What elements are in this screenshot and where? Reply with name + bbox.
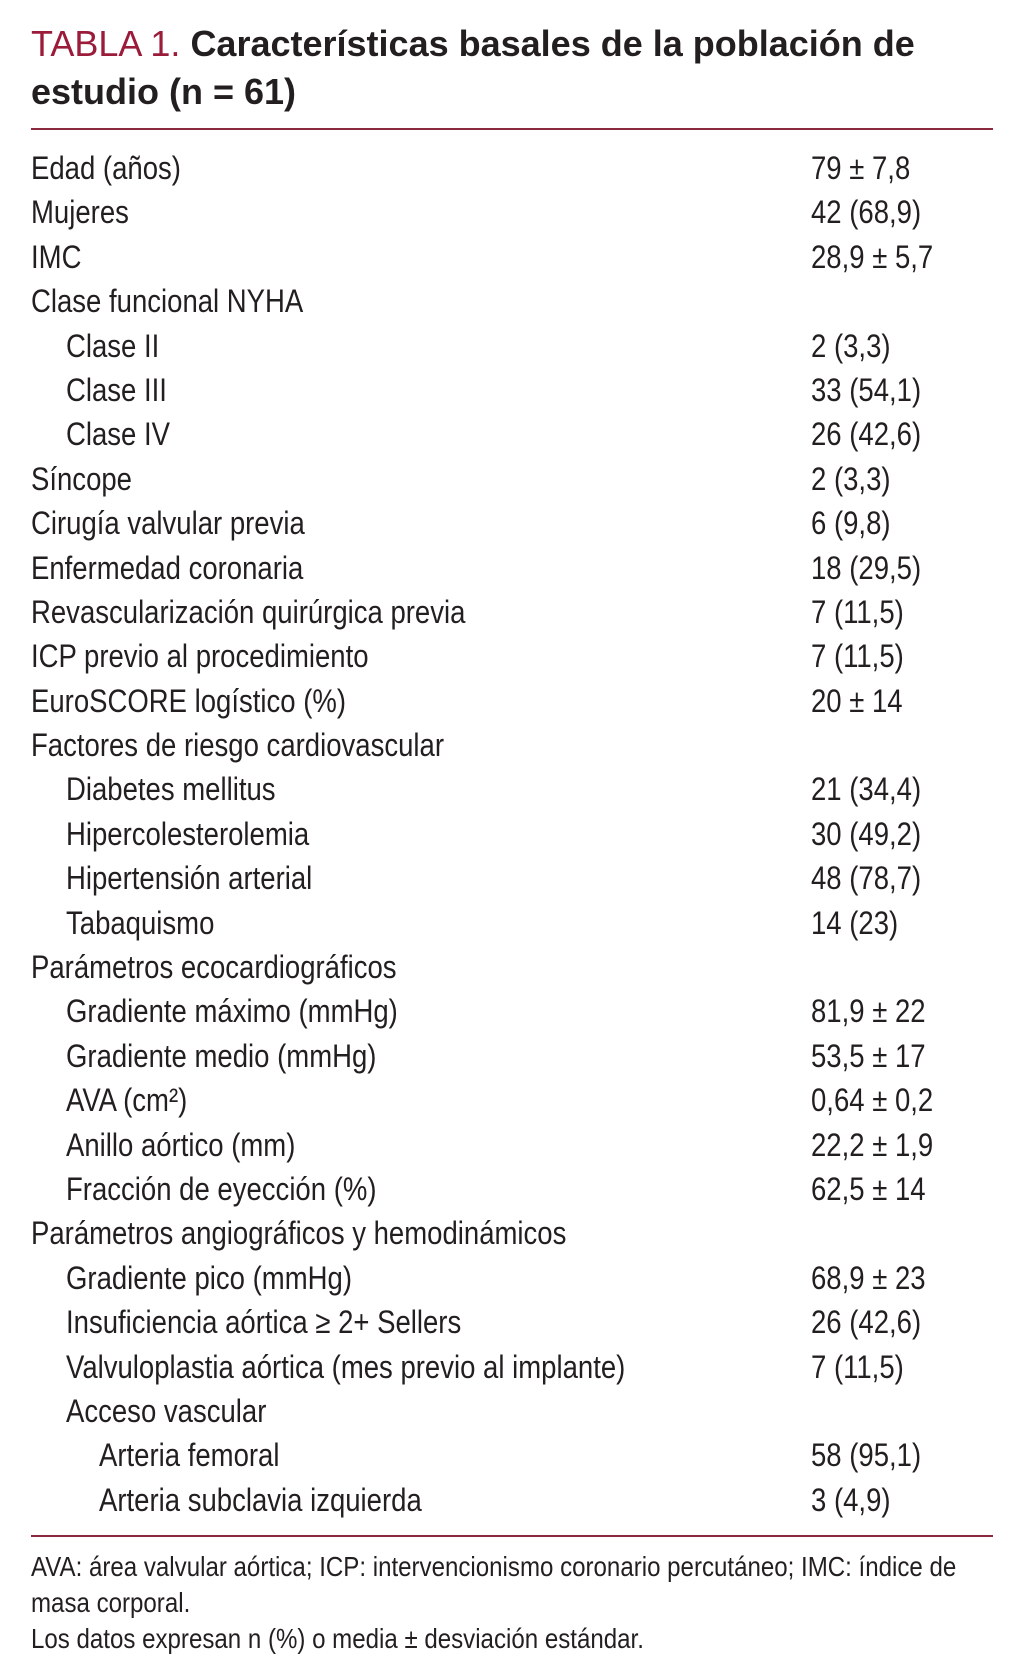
table-document bbox=[31, 0, 993, 1675]
table-row bbox=[31, 856, 993, 900]
table-row bbox=[31, 235, 993, 279]
row-value: 79 ± 7,8 bbox=[811, 150, 911, 186]
row-value: 33 (54,1) bbox=[811, 371, 922, 408]
row-value: 7 (11,5) bbox=[811, 1348, 904, 1385]
table-row bbox=[31, 190, 993, 234]
table-row bbox=[31, 279, 993, 323]
table-row bbox=[31, 324, 993, 368]
row-value: 42 (68,9) bbox=[811, 194, 922, 231]
table-row bbox=[31, 1211, 993, 1255]
table-row bbox=[31, 412, 993, 456]
row-value: 26 (42,6) bbox=[811, 416, 922, 453]
table-row bbox=[31, 368, 993, 412]
row-label: Factores de riesgo cardiovascular bbox=[31, 727, 444, 764]
row-label: Tabaquismo bbox=[66, 904, 215, 941]
row-label: Gradiente máximo (mmHg) bbox=[66, 993, 398, 1030]
row-value: 14 (23) bbox=[811, 904, 899, 941]
table-row bbox=[31, 1123, 993, 1167]
row-value: 58 (95,1) bbox=[811, 1437, 922, 1474]
table-row bbox=[31, 679, 993, 723]
table-row bbox=[31, 812, 993, 856]
table-label: TABLA 1. bbox=[31, 23, 181, 64]
row-value: 6 (9,8) bbox=[811, 505, 891, 542]
abbreviations-note: AVA: área valvular aórtica; ICP: intervencionismo coronario percutáneo; IMC: índice de masa corporal. bbox=[31, 1551, 957, 1618]
table-title bbox=[31, 20, 981, 116]
table-row bbox=[31, 1078, 993, 1122]
row-label: Enfermedad coronaria bbox=[31, 549, 304, 586]
row-label: IMC bbox=[31, 238, 82, 275]
row-value: 18 (29,5) bbox=[811, 549, 922, 586]
table-body bbox=[31, 146, 993, 1522]
table-row bbox=[31, 901, 993, 945]
row-value: 30 (49,2) bbox=[811, 815, 922, 852]
table-row bbox=[31, 146, 993, 190]
row-label: Clase II bbox=[66, 327, 160, 364]
row-label: Arteria subclavia izquierda bbox=[99, 1481, 422, 1518]
row-value: 2 (3,3) bbox=[811, 460, 891, 497]
row-value: 7 (11,5) bbox=[811, 593, 904, 630]
top-rule bbox=[31, 128, 993, 130]
row-label: Gradiente pico (mmHg) bbox=[66, 1259, 352, 1296]
row-value: 3 (4,9) bbox=[811, 1481, 891, 1518]
row-label: Hipercolesterolemia bbox=[66, 815, 310, 852]
row-label: Revascularización quirúrgica previa bbox=[31, 593, 466, 630]
row-label: AVA (cm²) bbox=[66, 1082, 188, 1119]
row-label: Acceso vascular bbox=[66, 1392, 267, 1429]
table-row bbox=[31, 590, 993, 634]
table-row bbox=[31, 1300, 993, 1344]
row-label: Diabetes mellitus bbox=[66, 771, 276, 808]
table-footnotes bbox=[31, 1549, 1021, 1657]
row-value: 26 (42,6) bbox=[811, 1304, 922, 1341]
row-value: 28,9 ± 5,7 bbox=[811, 238, 934, 275]
table-row bbox=[31, 501, 993, 545]
row-label: EuroSCORE logístico (%) bbox=[31, 682, 347, 719]
row-value: 62,5 ± 14 bbox=[811, 1170, 926, 1207]
row-label: Hipertensión arterial bbox=[66, 860, 313, 897]
row-value: 81,9 ± 22 bbox=[811, 993, 926, 1030]
row-label: Valvuloplastia aórtica (mes previo al implante) bbox=[66, 1348, 626, 1385]
table-row bbox=[31, 945, 993, 989]
table-title-text: Características basales de la población de estudio (n = 61) bbox=[31, 23, 915, 112]
row-value: 48 (78,7) bbox=[811, 860, 922, 897]
row-value: 20 ± 14 bbox=[811, 682, 903, 719]
row-label: Clase III bbox=[66, 371, 167, 408]
row-label: Cirugía valvular previa bbox=[31, 505, 305, 542]
row-label: Parámetros angiográficos y hemodinámicos bbox=[31, 1215, 567, 1252]
row-value: 22,2 ± 1,9 bbox=[811, 1126, 934, 1163]
table-row bbox=[31, 634, 993, 678]
row-label: Arteria femoral bbox=[99, 1437, 280, 1474]
table-row bbox=[31, 1345, 993, 1389]
table-row bbox=[31, 457, 993, 501]
row-value: 68,9 ± 23 bbox=[811, 1259, 926, 1296]
table-row bbox=[31, 1433, 993, 1477]
row-value: 21 (34,4) bbox=[811, 771, 922, 808]
row-label: Edad (años) bbox=[31, 150, 181, 186]
row-label: Clase IV bbox=[66, 416, 171, 453]
row-value: 0,64 ± 0,2 bbox=[811, 1082, 934, 1119]
row-value: 7 (11,5) bbox=[811, 638, 904, 675]
data-format-note: Los datos expresan n (%) o media ± desviación estándar. bbox=[31, 1623, 644, 1654]
table-row bbox=[31, 989, 993, 1033]
bottom-rule bbox=[31, 1535, 993, 1537]
table-row bbox=[31, 1478, 993, 1522]
row-label: Parámetros ecocardiográficos bbox=[31, 949, 397, 986]
table-row bbox=[31, 1167, 993, 1211]
table-row bbox=[31, 1389, 993, 1433]
row-label: ICP previo al procedimiento bbox=[31, 638, 369, 675]
table-row bbox=[31, 1034, 993, 1078]
row-label: Gradiente medio (mmHg) bbox=[66, 1037, 377, 1074]
row-value: 2 (3,3) bbox=[811, 327, 891, 364]
table-row bbox=[31, 767, 993, 811]
row-label: Insuficiencia aórtica ≥ 2+ Sellers bbox=[66, 1304, 462, 1341]
row-label: Fracción de eyección (%) bbox=[66, 1170, 377, 1207]
row-label: Clase funcional NYHA bbox=[31, 283, 304, 320]
row-label: Mujeres bbox=[31, 194, 129, 231]
row-label: Síncope bbox=[31, 460, 132, 497]
table-row bbox=[31, 723, 993, 767]
table-row bbox=[31, 1256, 993, 1300]
row-value: 53,5 ± 17 bbox=[811, 1037, 926, 1074]
table-row bbox=[31, 546, 993, 590]
row-label: Anillo aórtico (mm) bbox=[66, 1126, 296, 1163]
